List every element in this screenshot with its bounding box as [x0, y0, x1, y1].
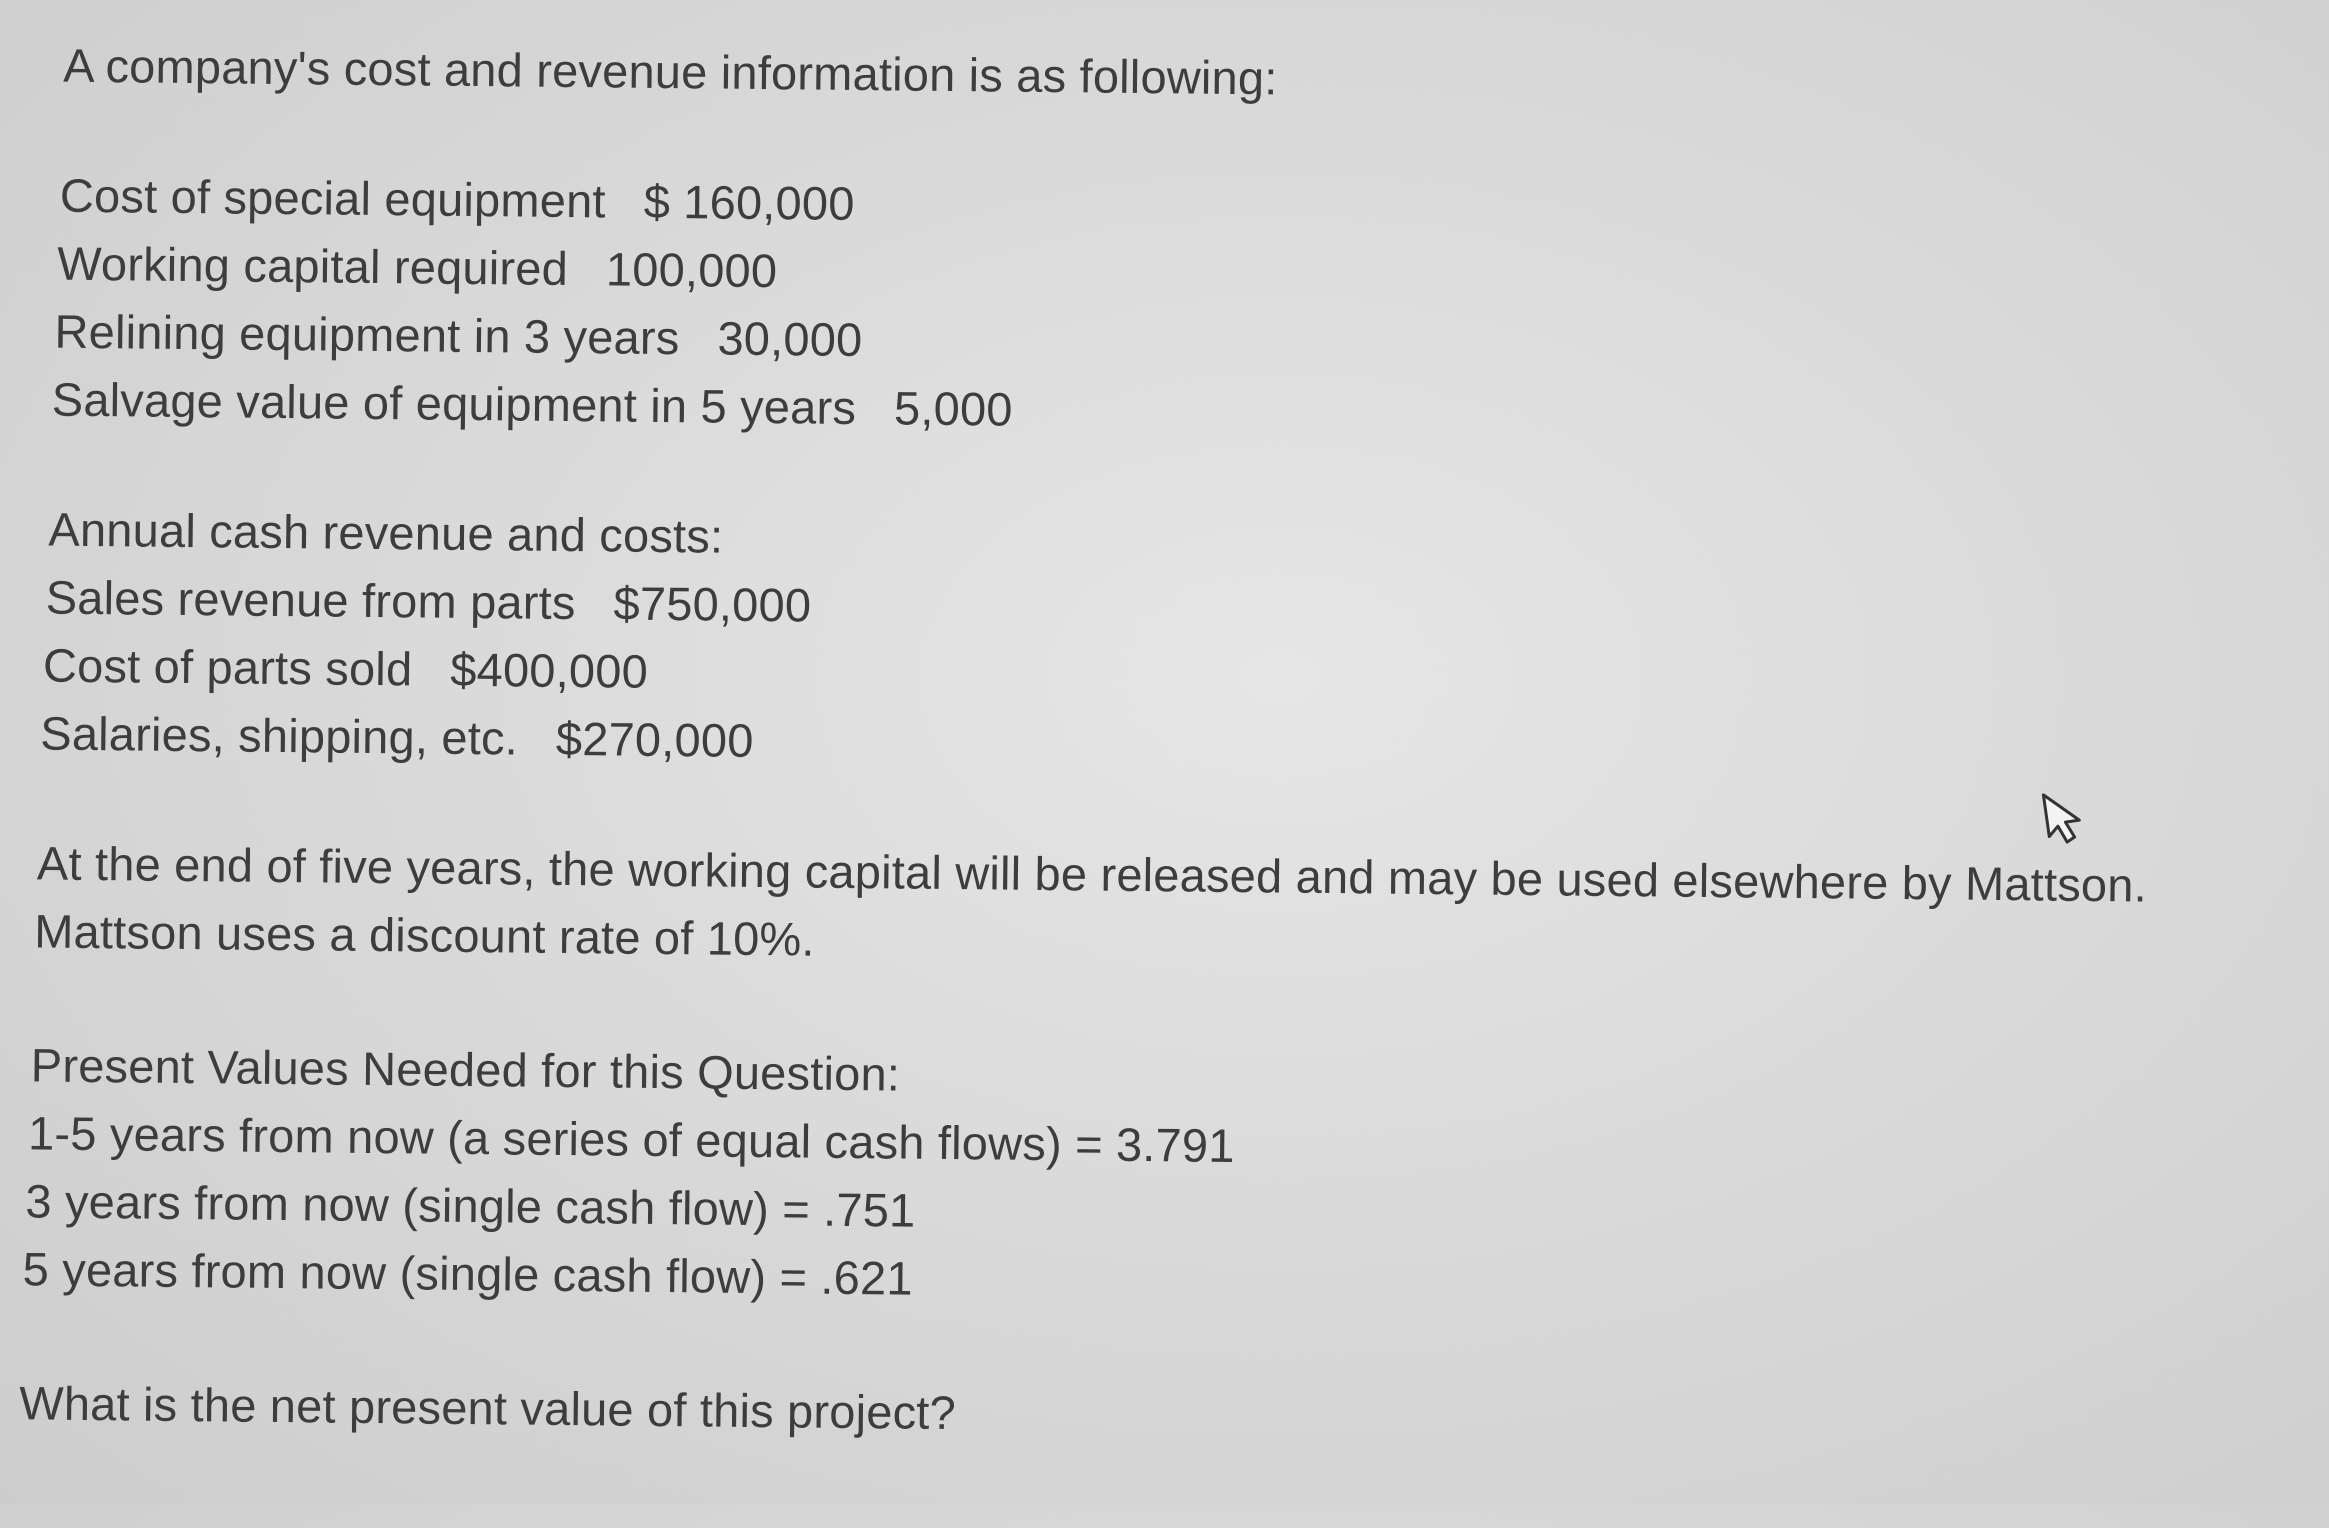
arrow-pointer-icon — [2040, 787, 2092, 851]
item-label: Salaries, shipping, etc. — [40, 706, 519, 765]
item-label: Working capital required — [56, 236, 569, 295]
item-label: Relining equipment in 3 years — [54, 304, 680, 365]
item-value: $270,000 — [555, 711, 754, 767]
pv-item-annuity: 1-5 years from now (a series of equal cash flows) = 3.791 — [27, 1106, 1235, 1172]
investment-item-relining — [54, 303, 863, 369]
item-label: Cost of special equipment — [59, 168, 607, 228]
item-value: $750,000 — [613, 576, 812, 632]
annual-item-cost-of-parts — [43, 636, 649, 700]
item-value: $400,000 — [450, 642, 649, 698]
annual-item-salaries — [40, 704, 754, 769]
investment-item-working-capital — [57, 235, 778, 301]
item-value: 5,000 — [893, 381, 1013, 436]
intro-text: A company's cost and revenue information is as following: — [63, 38, 1278, 105]
paragraph-line-2: Mattson uses a discount rate of 10%. — [33, 904, 816, 966]
item-label: Sales revenue from parts — [45, 570, 576, 630]
item-label: Cost of parts sold — [42, 638, 413, 696]
item-value: 30,000 — [717, 311, 863, 367]
item-label: Salvage value of equipment in 5 years — [51, 372, 857, 434]
pv-heading: Present Values Needed for this Question: — [30, 1038, 901, 1101]
investment-item-salvage — [52, 371, 1013, 439]
annual-item-sales — [45, 569, 811, 635]
item-value: 100,000 — [605, 242, 778, 298]
paragraph-line-1: At the end of five years, the working capital will be released and may be used elsewhere by Mattson. — [36, 836, 2148, 912]
item-value: $ 160,000 — [643, 174, 855, 230]
annual-heading: Annual cash revenue and costs: — [48, 502, 724, 563]
question-text: What is the net present value of this project? — [19, 1376, 957, 1440]
pv-item-3-years: 3 years from now (single cash flow) = .751 — [25, 1174, 916, 1237]
investment-item-equipment — [60, 167, 855, 233]
pv-item-5-years: 5 years from now (single cash flow) = .621 — [22, 1242, 913, 1305]
